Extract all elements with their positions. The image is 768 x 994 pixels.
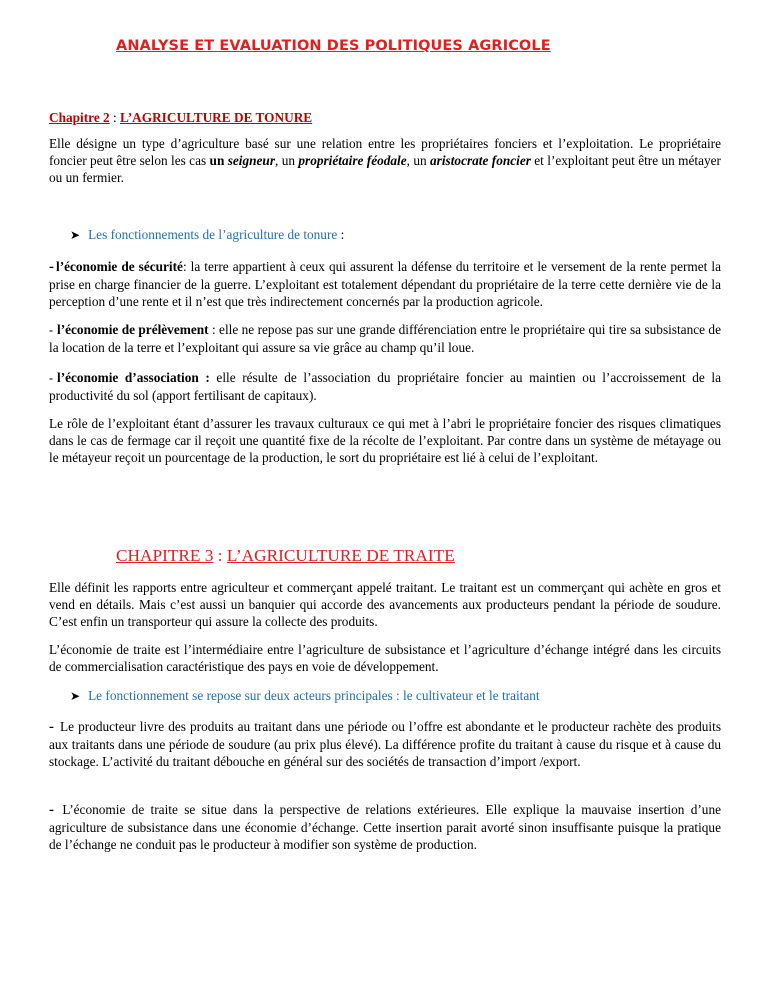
item-economie-association (49, 369, 721, 404)
item-text: L’économie de traite se situe dans la perspective de relations extérieures. Elle explique la mauvaise insertion d’une agriculture de subsistance dans une économie d’échange. Cette insertion parait avorté sinon insuffisante puisque la pratique de l’échange ne conduit pas le producteur à modifier son système de production. (49, 802, 721, 852)
document-title: ANALYSE ET EVALUATION DES POLITIQUES AGRICOLE (116, 38, 551, 54)
item-term: l’économie d’association : (57, 370, 210, 385)
intro-text: , un (406, 153, 431, 168)
arrow-bullet-icon: ➤ (70, 689, 81, 703)
chapter-2-intro (49, 135, 721, 186)
chapter-3-title: L’AGRICULTURE DE TRAITE (226, 546, 455, 565)
item-term: l’économie de prélèvement (57, 322, 209, 337)
dash-marker: - (49, 719, 54, 735)
item-text: : elle ne repose pas sur une grande différenciation entre le propriétaire qui tire sa subsistance de la location de la terre et l’exploitant qui assure sa vie grâce au champ qu’il loue. (49, 322, 721, 355)
chapter-3-item-producteur (49, 718, 721, 770)
chapter-3-bullet (70, 687, 540, 705)
chapter-3-separator: : (213, 546, 227, 565)
chapter-3-label: CHAPITRE 3 (116, 546, 214, 565)
item-term: l’économie de sécurité (56, 259, 183, 274)
chapter-3-paragraph-2: L’économie de traite est l’intermédiaire entre l’agriculture de subsistance et l’agriculture d’échange intégré dans les circuits de commercialisation caractéristique des pays en voie de développement. (49, 642, 721, 674)
intro-term-proprietaire: propriétaire féodale (298, 153, 407, 168)
chapter-2-heading (49, 110, 312, 126)
intro-text: et l’exploitant peut être un métayer ou un fermier. (49, 153, 721, 185)
item-economie-prelevement (49, 321, 721, 356)
chapter-2-separator: : (109, 110, 121, 125)
dash-marker: - (49, 323, 53, 337)
chapter-2-closing: Le rôle de l’exploitant étant d’assurer les travaux culturaux ce qui met à l’abri le propriétaire foncier des risques climatiques dans le cas de fermage car il reçoit une quantité fixe de la récolte de l’exploitant. Par contre dans un système de métayage ou le métayeur reçoit un pourcentage de la production, le sort du propriétaire est lié à celui de l’exploitant. (49, 416, 721, 465)
chapter-3-paragraph-1: Elle définit les rapports entre agriculteur et commerçant appelé traitant. Le traitant est un commerçant qui achète en gros et vend en détails. Mais c’est aussi un banquier qui accorde des avancements aux producteurs pendant la période de soudure. C’est enfin un transporteur qui assure la collecte des produits. (49, 580, 721, 629)
chapter-2-title: L’AGRICULTURE DE TONURE (120, 110, 313, 125)
item-text: elle résulte de l’association du propriétaire foncier au maintien ou l’accroissement de la productivité du sol (apport fertilisant de capitaux). (49, 370, 721, 403)
item-text: : la terre appartient à ceux qui assurent la défense du territoire et le versement de la rente permet la prise en charge financier de la guerre. L’exploitant est totalement dépendant du propriétaire de la terre cette dernière vie de la perception d’une rente et il n’est que très indirectement concernés par la production agricole. (49, 259, 721, 309)
bullet-text: Les fonctionnements de l’agriculture de tonure (88, 227, 338, 242)
chapter-3-heading (116, 546, 455, 566)
intro-bold: un (209, 153, 228, 168)
dash-marker: - (49, 802, 54, 818)
item-economie-securite (49, 258, 721, 310)
bullet-colon: : (337, 227, 345, 242)
chapter-3-item-economie-traite (49, 801, 721, 853)
dash-marker: - (49, 259, 54, 275)
dash-marker: - (49, 371, 53, 385)
item-text: Le producteur livre des produits au traitant dans une période ou l’offre est abondante et le producteur rachète des produits aux traitants dans une période de soudure (au prix plus élevé). La différence profite du traitant à cause du risque et à cause du stockage. L’activité du traitant débouche en général sur des sociétés de transaction d’import /export. (49, 719, 721, 769)
chapter-2-label: Chapitre 2 (49, 110, 110, 125)
intro-text: Elle désigne un type d’agriculture basé sur une relation entre les propriétaires fonciers et l’exploitation. Le propriétaire foncier peut être selon les cas (49, 136, 721, 168)
arrow-bullet-icon: ➤ (70, 228, 81, 242)
intro-term-seigneur: seigneur (227, 153, 276, 168)
intro-text: , un (275, 153, 299, 168)
intro-term-aristocrate: aristocrate foncier (430, 153, 531, 168)
chapter-2-bullet (70, 226, 344, 244)
bullet-text: Le fonctionnement se repose sur deux acteurs principales : le cultivateur et le traitant (88, 688, 540, 703)
